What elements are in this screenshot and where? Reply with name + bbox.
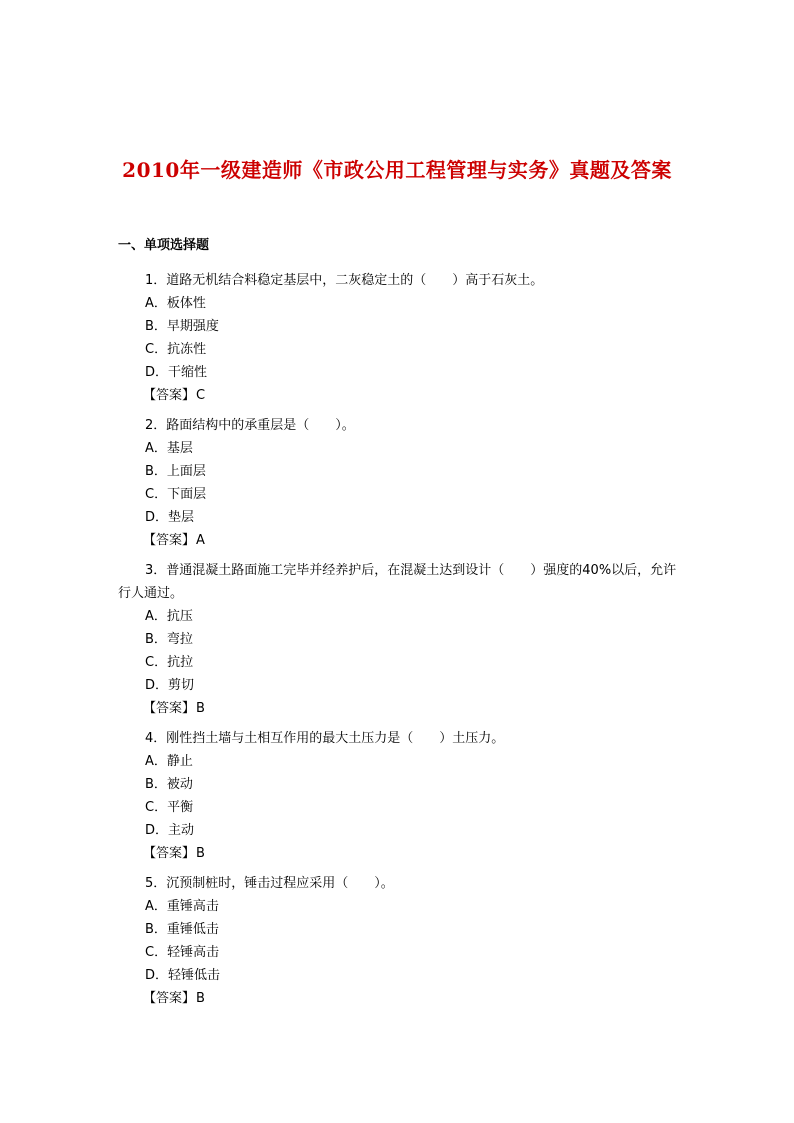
answer-label: 【答案】 bbox=[143, 533, 196, 548]
option-d: D．垫层 bbox=[145, 510, 195, 525]
document-title: 2010年一级建造师《市政公用工程管理与实务》真题及答案 bbox=[122, 158, 672, 182]
question-text: 4．刚性挡土墙与土相互作用的最大土压力是（ ）土压力。 bbox=[145, 731, 505, 746]
option-b: B．早期强度 bbox=[145, 319, 219, 334]
option-a: A．抗压 bbox=[145, 609, 193, 624]
answer-line bbox=[118, 384, 683, 407]
question-text: 2．路面结构中的承重层是（ ）。 bbox=[145, 418, 355, 433]
answer-value: B bbox=[196, 846, 205, 861]
option-d: D．干缩性 bbox=[145, 365, 208, 380]
option-d: D．主动 bbox=[145, 823, 195, 838]
question-1 bbox=[118, 269, 683, 407]
option-b: B．被动 bbox=[145, 777, 193, 792]
answer-label: 【答案】 bbox=[143, 991, 196, 1006]
question-4 bbox=[118, 727, 683, 865]
answer-line bbox=[118, 842, 683, 865]
answer-value: C bbox=[196, 388, 206, 403]
option-b: B．重锤低击 bbox=[145, 922, 219, 937]
answer-label: 【答案】 bbox=[143, 701, 196, 716]
question-text: 1．道路无机结合料稳定基层中，二灰稳定土的（ ）高于石灰土。 bbox=[145, 273, 544, 288]
option-d: D．轻锤低击 bbox=[145, 968, 221, 983]
answer-label: 【答案】 bbox=[143, 846, 196, 861]
answer-line bbox=[118, 987, 683, 1010]
answer-line bbox=[118, 529, 683, 552]
answer-value: A bbox=[196, 533, 205, 548]
question-text: 5．沉预制桩时，锤击过程应采用（ ）。 bbox=[145, 876, 394, 891]
answer-label: 【答案】 bbox=[143, 388, 196, 403]
question-text: 3．普通混凝土路面施工完毕并经养护后，在混凝土达到设计（ ）强度的40%以后，允许行人通过。 bbox=[118, 563, 677, 601]
question-2 bbox=[118, 414, 683, 552]
option-c: C．平衡 bbox=[145, 800, 194, 815]
option-a: A．板体性 bbox=[145, 296, 206, 311]
answer-line bbox=[118, 697, 683, 720]
answer-value: B bbox=[196, 991, 205, 1006]
section-heading: 一、单项选择题 bbox=[118, 238, 210, 253]
option-a: A．静止 bbox=[145, 754, 193, 769]
option-c: C．抗拉 bbox=[145, 655, 194, 670]
option-d: D．剪切 bbox=[145, 678, 195, 693]
option-c: C．下面层 bbox=[145, 487, 207, 502]
question-5 bbox=[118, 872, 683, 1010]
option-b: B．弯拉 bbox=[145, 632, 193, 647]
question-3 bbox=[118, 559, 683, 720]
answer-value: B bbox=[196, 701, 205, 716]
option-c: C．抗冻性 bbox=[145, 342, 207, 357]
question-list bbox=[118, 269, 683, 1017]
option-a: A．重锤高击 bbox=[145, 899, 219, 914]
option-b: B．上面层 bbox=[145, 464, 206, 479]
option-c: C．轻锤高击 bbox=[145, 945, 220, 960]
option-a: A．基层 bbox=[145, 441, 193, 456]
